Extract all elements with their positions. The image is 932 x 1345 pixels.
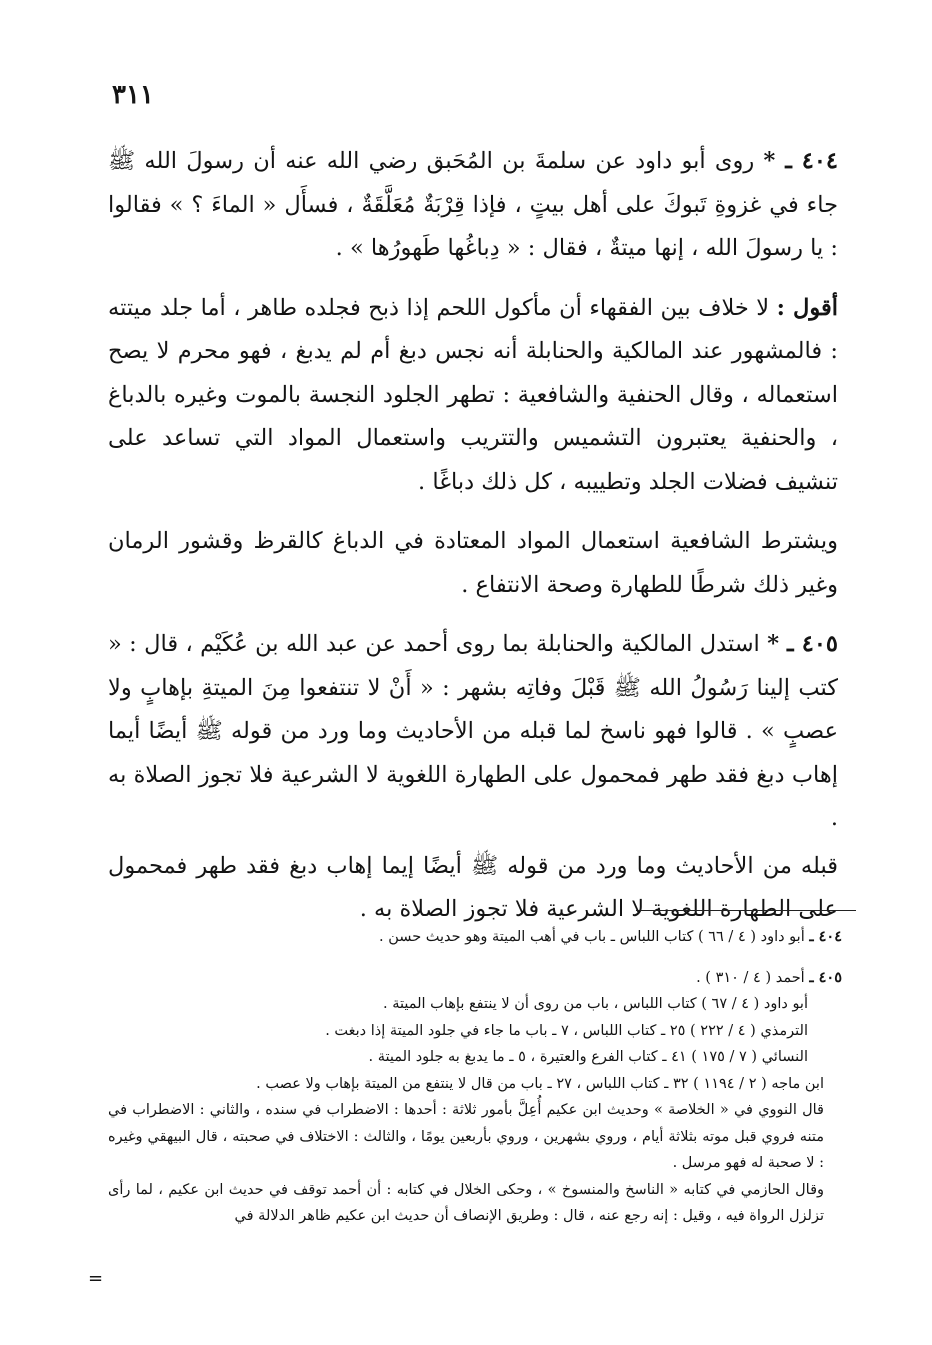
footnote-404-number: ٤٠٤ ـ <box>809 928 842 945</box>
paragraph-hadith-405 <box>108 623 838 841</box>
footnote-tirmidhi: الترمذي ( ٤ / ٢٢٢ ) ٢٥ ـ كتاب اللباس ، ٧ ـ باب ما جاء في جلود الميتة إذا دبغت . <box>325 1022 808 1039</box>
footnote-nawawi: قال النووي في « الخلاصة » وحديث ابن عكيم أُعِلَّ بأمور ثلاثة : أحدها : الاضطراب في سنده ، والثاني : الاضطراب في متنه فروي قبل موته بثلاثة أيام ، وروي بشهرين ، وروي بأربعين يومًا ، والثالث : الاختلاف في صحبته ، قال البيهقي وغيره : لا صحبة له فهو مرسل . <box>108 1102 824 1171</box>
footnotes <box>108 924 842 1230</box>
commentary-label: أقول : <box>776 294 838 321</box>
footnote-divider <box>636 910 856 911</box>
paragraph-commentary <box>108 287 838 505</box>
hadith-text-405: استدل المالكية والحنابلة بما روى أحمد عن عبد الله بن عُكَيْم ، قال : « كتب إلينا رَسُولُ الله ﷺ قَبْلَ وفاتِه بشهر : « أَنْ لا تنتفعوا مِنَ الميتةِ بإهابٍ ولا عصبٍ » . قالوا فهو ناسخ لما قبله من الأحاديث وما ورد من قوله ﷺ أيضًا أيما إهاب دبغ فقد طهر فمحمول على الطهارة اللغوية لا الشرعية فلا تجوز الصلاة به . <box>108 631 838 831</box>
commentary-text: لا خلاف بين الفقهاء أن مأكول اللحم إذا ذبح فجلده طاهر ، أما جلد ميتته : فالمشهور عند المالكية والحنابلة أنه نجس دبغ أم لم يدبغ ، فهو محرم لا يصح استعماله ، وقال الحنفية والشافعية : تطهر الجلود النجسة بالموت وغيره بالدباغ ، والحنفية يعتبرون التشميس والتتريب واستعمال المواد التي تساعد على تنشيف فضلات الجلد وتطييبه ، كل ذلك دباغًا . <box>108 294 838 495</box>
footnote-abu-dawud: أبو داود ( ٤ / ٦٧ ) كتاب اللباس ، باب من روى أن لا ينتفع بإهاب الميتة . <box>383 996 808 1012</box>
paragraph-shafii-condition: ويشترط الشافعية استعمال المواد المعتادة في الدباغ كالقرظ وقشور الرمان وغير ذلك شرطًا للطهارة وصحة الانتفاع . <box>108 528 838 598</box>
footnote-405 <box>108 965 842 992</box>
footnote-ibn-majah: ابن ماجه ( ٢ / ١١٩٤ ) ٣٢ ـ كتاب اللباس ، ٢٧ ـ باب من قال لا ينتفع من الميتة بإهاب ولا عصب . <box>256 1075 824 1092</box>
footnote-404 <box>108 924 842 951</box>
footnote-404-text: أبو داود ( ٤ / ٦٦ ) كتاب اللباس ـ باب في أهب الميتة وهو حديث حسن . <box>379 929 810 945</box>
hadith-number-405: ٤٠٥ ـ * <box>767 631 838 657</box>
footnote-nasai: النسائي ( ٧ / ١٧٥ ) ٤١ ـ كتاب الفرع والعتيرة ، ٥ ـ ما يدبغ به جلود الميتة . <box>368 1049 808 1065</box>
paragraph-hadith-404 <box>108 140 838 271</box>
footnote-405-number: ٤٠٥ ـ <box>809 968 842 986</box>
hadith-text-404: روى أبو داود عن سلمةَ بن المُحَبق رضي الله عنه أن رسولَ الله ﷺ جاء في غزوةِ تَبوكَ على أهل بيتٍ ، فإذا قِرْبَةٌ مُعَلَّقَةٌ ، فسأَل « الماءَ ؟ » فقالوا : يا رسولَ الله ، إنها ميتةٌ ، فقال : « دِباغُها طَهورُها » . <box>108 148 838 261</box>
continuation-mark: = <box>88 1268 104 1289</box>
footnote-hazimi: وقال الحازمي في كتابه « الناسخ والمنسوخ » ، وحكى الخلال في كتابه : أن أحمد توقف في حديث ابن عكيم ، لما رأى تزلزل الرواة فيه ، وقيل : إنه رجع عنه ، قال : وطريق الإنصاف أن حديث ابن عكيم ظاهر الدلالة في <box>108 1181 824 1224</box>
paragraph-repeated-text: قبله من الأحاديث وما ورد من قوله ﷺ أيضًا إيما إهاب دبغ فقد طهر فمحمول على الطهارة اللغوية لا الشرعية فلا تجوز الصلاة به . <box>108 852 838 922</box>
main-text <box>108 140 838 932</box>
footnote-405-text: أحمد ( ٤ / ٣١٠ ) . <box>696 969 810 986</box>
hadith-number-404: ٤٠٤ ـ * <box>763 148 838 174</box>
page-number: ٣١١ <box>112 80 154 110</box>
